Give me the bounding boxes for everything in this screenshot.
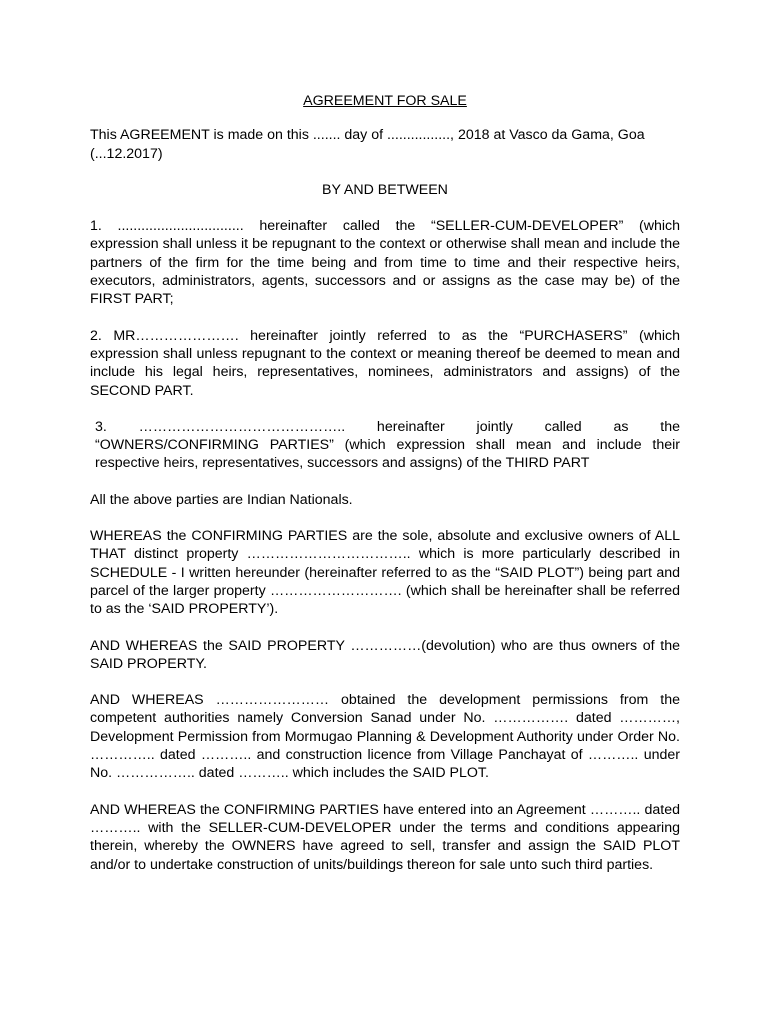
recital-devolution: AND WHEREAS the SAID PROPERTY ……………(devolution) who are thus owners of the SAID PROPERTY. (90, 637, 680, 672)
agreement-intro: This AGREEMENT is made on this ....... day of ................, 2018 at Vasco da Gama, Goa (...12.2017) (90, 127, 645, 162)
recital-development-agreement: AND WHEREAS the CONFIRMING PARTIES have entered into an Agreement ……….. dated ……….. with the SELLER-CUM-DEVELOPER under the terms and conditions appearing therein, whereby the OWNERS have agreed to sell, transfer and assign the SAID PLOT and/or to undertake construction of units/buildings thereon for sale unto such third parties. (90, 801, 680, 873)
by-and-between-heading: BY AND BETWEEN (322, 181, 448, 198)
recital-ownership: WHEREAS the CONFIRMING PARTIES are the sole, absolute and exclusive owners of ALL THAT distinct property …………………………….. which is more particularly described in SCHEDULE - I written hereunder (hereinafter referred to as the “SAID PLOT”) being part and parcel of the larger property ………………………. (which shall be hereinafter shall be referred to as the ‘SAID PROPERTY’). (90, 528, 680, 618)
party-first: 1. ................................ hereinafter called the “SELLER-CUM-DEVELOPER” (which expression shall unless it be repugnant to the context or otherwise shall mean and include the partners of the firm for the time being and from time to time and their respective heirs, executors, administrators, agents, successors and or assigns as the case may be) of the FIRST PART; (90, 218, 680, 308)
document-page (90, 92, 680, 892)
nationality-statement: All the above parties are Indian Nationals. (90, 491, 353, 508)
recital-permissions: AND WHEREAS …………………… obtained the development permissions from the competent authorities namely Conversion Sanad under No. ……………. dated …………, Development Permission from Mormugao Planning & Development Authority under Order No. ………….. dated ……….. and construction licence from Village Panchayat of ……….. under No. …………….. dated ……….. which includes the SAID PLOT. (90, 692, 680, 782)
party-third: 3. …………………………………….. hereinafter jointly called as the “OWNERS/CONFIRMING PARTIES” (which expression shall mean and include their respective heirs, representatives, successors and assigns) of the THIRD PART (95, 418, 680, 472)
document-title: AGREEMENT FOR SALE (303, 93, 467, 109)
party-second: 2. MR…………………. hereinafter jointly referred to as the “PURCHASERS” (which expression shall unless repugnant to the context or meaning thereof be deemed to mean and include his legal heirs, representatives, nominees, administrators and assigns) of the SECOND PART. (90, 327, 680, 399)
